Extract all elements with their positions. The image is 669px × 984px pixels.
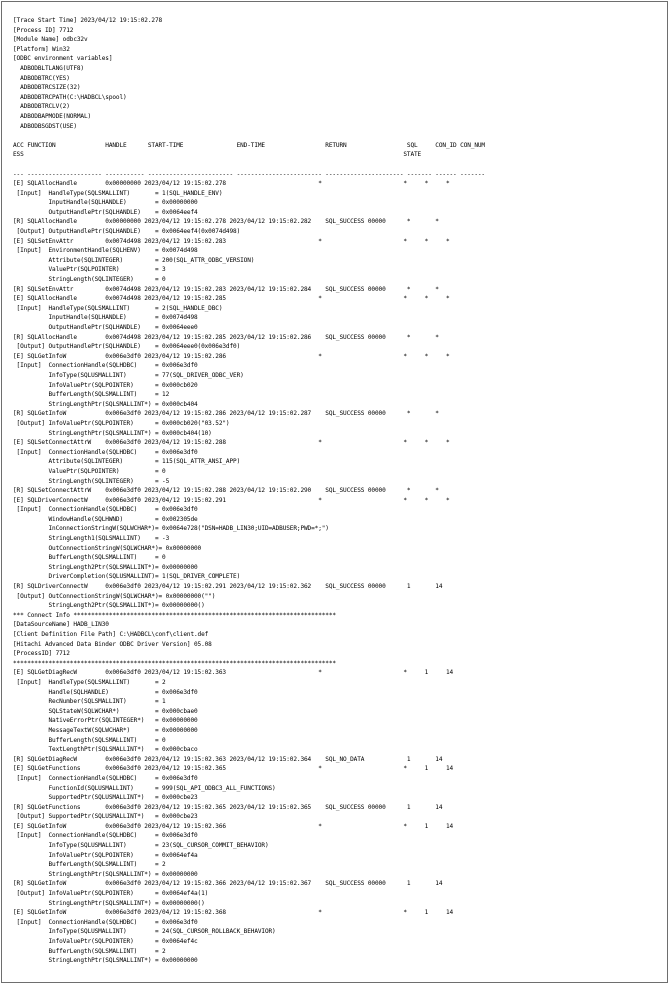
trace-line: [E] SQLSetConnectAttrW 0x006e3df0 2023/04/12 19:15:02.288 * * * * — [13, 439, 450, 447]
trace-line: [Process ID] 7712 — [13, 26, 74, 34]
trace-line: [ProcessID] 7712 — [13, 650, 70, 658]
trace-line: [Output] OutputHandlePtr(SQLHANDLE) = 0x0064eee0(0x006e3df0) — [13, 343, 241, 351]
trace-line: ESS STATE — [13, 151, 422, 159]
trace-line: [Input] ConnectionHandle(SQLHDBC) = 0x006e3df0 — [13, 448, 198, 456]
trace-line: [Input] HandleType(SQLSMALLINT) = 1(SQL_HANDLE_ENV) — [13, 189, 223, 197]
trace-line: [E] SQLGetFunctions 0x006e3df0 2023/04/12 19:15:02.365 * * 1 14 — [13, 765, 454, 773]
trace-line: BufferLength(SQLSMALLINT) = 2 — [13, 861, 166, 869]
trace-line: RecNumber(SQLSMALLINT) = 1 — [13, 698, 166, 706]
trace-line: [E] SQLAllocHandle 0x00000000 2023/04/12 19:15:02.278 * * * * — [13, 180, 450, 188]
trace-line: Attribute(SQLINTEGER) = 115(SQL_ATTR_ANSI_APP) — [13, 458, 241, 466]
trace-line: StringLengthPtr(SQLSMALLINT*) = 0x000cb404 — [13, 400, 198, 408]
trace-line: InputHandle(SQLHANDLE) = 0x0074d498 — [13, 314, 198, 322]
trace-line: InfoValuePtr(SQLPOINTER) = 0x0064ef4c — [13, 938, 198, 945]
trace-line: OutputHandlePtr(SQLHANDLE) = 0x0064eee0 — [13, 324, 198, 331]
trace-line: [Output] SupportedPtr(SQLUSMALLINT*) = 0x000cbe23 — [13, 813, 198, 821]
trace-line: [E] SQLSetEnvAttr 0x0074d498 2023/04/12 19:15:02.283 * * * * — [13, 237, 450, 245]
trace-document-frame — [1, 1, 668, 983]
trace-line: [Output] InfoValuePtr(SQLPOINTER) = 0x0064ef4a(1) — [13, 890, 209, 898]
trace-line: [Output] InfoValuePtr(SQLPOINTER) = 0x000cb020("03.52") — [13, 419, 230, 427]
trace-line: [Input] ConnectionHandle(SQLHDBC) = 0x006e3df0 — [13, 362, 198, 370]
trace-line: [ODBC environment variables] — [13, 55, 113, 63]
trace-line: [R] SQLSetConnectAttrW 0x006e3df0 2023/04/12 19:15:02.288 2023/04/12 19:15:02.290 SQL_SUCCESS 00000 * * — [13, 487, 439, 495]
trace-line: BufferLength(SQLSMALLINT) = 12 — [13, 391, 170, 399]
trace-line: InfoType(SQLUSMALLINT) = 23(SQL_CURSOR_COMMIT_BEHAVIOR) — [13, 842, 269, 850]
trace-line: BufferLength(SQLSMALLINT) = 0 — [13, 736, 166, 744]
trace-line: [Module Name] odbc32v — [13, 36, 88, 44]
trace-line: [R] SQLSetEnvAttr 0x0074d498 2023/04/12 19:15:02.283 2023/04/12 19:15:02.284 SQL_SUCCESS 00000 * * — [13, 285, 439, 293]
trace-line: [R] SQLAllocHandle 0x00000000 2023/04/12 19:15:02.278 2023/04/12 19:15:02.282 SQL_SUCCESS 00000 * * — [13, 218, 439, 226]
trace-line: [Input] EnvironmentHandle(SQLHENV) = 0x0074d498 — [13, 247, 198, 255]
trace-line: [Output] OutputHandlePtr(SQLHANDLE) = 0x0064eef4(0x0074d498) — [13, 228, 241, 236]
trace-line: [E] SQLGetInfoW 0x006e3df0 2023/04/12 19:15:02.286 * * * * — [13, 352, 450, 360]
trace-line: ******************************************************************************************* — [13, 659, 336, 667]
trace-line: [Input] HandleType(SQLSMALLINT) = 2 — [13, 678, 166, 686]
trace-line: StringLengthPtr(SQLSMALLINT*) = 0x00000000 — [13, 870, 198, 878]
trace-line: Handle(SQLHANDLE) = 0x006e3df0 — [13, 688, 198, 696]
trace-line: InputHandle(SQLHANDLE) = 0x00000000 — [13, 199, 198, 207]
trace-line: [R] SQLGetFunctions 0x006e3df0 2023/04/12 19:15:02.365 2023/04/12 19:15:02.365 SQL_SUCCESS 00000 1 14 — [13, 803, 443, 811]
trace-line: InfoValuePtr(SQLPOINTER) = 0x0064ef4a — [13, 851, 198, 859]
trace-line: ADBODBTRCLV(2) — [13, 103, 70, 111]
trace-line: [R] SQLGetInfoW 0x006e3df0 2023/04/12 19:15:02.366 2023/04/12 19:15:02.367 SQL_SUCCESS 00000 1 14 — [13, 880, 443, 888]
trace-line: [R] SQLAllocHandle 0x0074d498 2023/04/12 19:15:02.285 2023/04/12 19:15:02.286 SQL_SUCCESS 00000 * * — [13, 333, 439, 341]
trace-line: [R] SQLDriverConnectW 0x006e3df0 2023/04/12 19:15:02.291 2023/04/12 19:15:02.362 SQL_SUCCESS 00000 1 14 — [13, 583, 443, 591]
trace-line: StringLengthPtr(SQLSMALLINT*) = 0x00000000 — [13, 957, 198, 965]
trace-line: StringLength1(SQLSMALLINT) = -3 — [13, 535, 170, 543]
trace-line: [Hitachi Advanced Data Binder ODBC Driver Version] 05.08 — [13, 640, 212, 648]
trace-line: ADBODBTRC(YES) — [13, 74, 70, 82]
trace-line: InfoType(SQLUSMALLINT) = 24(SQL_CURSOR_ROLLBACK_BEHAVIOR) — [13, 928, 276, 936]
trace-line: [Trace Start Time] 2023/04/12 19:15:02.278 — [13, 17, 163, 24]
trace-line: ACC FUNCTION HANDLE START-TIME END-TIME RETURN SQL CON_ID CON_NUM — [13, 141, 485, 149]
trace-line: BufferLength(SQLSMALLINT) = 0 — [13, 554, 166, 562]
trace-line: FunctionId(SQLUSMALLINT) = 999(SQL_API_ODBC3_ALL_FUNCTIONS) — [13, 784, 276, 792]
trace-line: ValuePtr(SQLPOINTER) = 3 — [13, 266, 166, 274]
trace-line: ADBODBTRCPATH(C:\HADBCL\spool) — [13, 93, 127, 101]
trace-line: [E] SQLGetInfoW 0x006e3df0 2023/04/12 19:15:02.368 * * 1 14 — [13, 909, 454, 917]
trace-line: ADBODBTRCSIZE(32) — [13, 84, 81, 92]
trace-line: TextLengthPtr(SQLSMALLINT*) = 0x000cbaco — [13, 746, 198, 754]
trace-line: SupportedPtr(SQLUSMALLINT*) = 0x000cbe23 — [13, 794, 198, 802]
trace-line: InConnectionStringW(SQLWCHAR*)= 0x0064e728("DSN=HADB_LIN30;UID=ADBUSER;PWD=*;") — [13, 525, 329, 533]
trace-line: StringLength(SQLINTEGER) = 0 — [13, 276, 166, 284]
trace-line: ADBODBLTLANG(UTF8) — [13, 64, 84, 72]
trace-line: StringLengthPtr(SQLSMALLINT*) = 0x000cb404(10) — [13, 429, 212, 437]
trace-line: StringLength(SQLINTEGER) = -5 — [13, 477, 170, 485]
trace-line: [Input] ConnectionHandle(SQLHDBC) = 0x006e3df0 — [13, 918, 198, 926]
trace-line: [Output] OutConnectionStringW(SQLWCHAR*)= 0x00000000("") — [13, 592, 216, 600]
trace-line: [E] SQLDriverConnectW 0x006e3df0 2023/04/12 19:15:02.291 * * * * — [13, 496, 450, 504]
trace-line: [Client Definition File Path] C:\HADBCL\conf\client.def — [13, 631, 209, 638]
trace-line: [E] SQLGetDiagRecW 0x006e3df0 2023/04/12 19:15:02.363 * * 1 14 — [13, 669, 454, 677]
trace-line: WindowHandle(SQLHWND) = 0x002305de — [13, 515, 198, 523]
trace-line: BufferLength(SQLSMALLINT) = 2 — [13, 947, 166, 955]
trace-line: Attribute(SQLINTEGER) = 200(SQL_ATTR_ODBC_VERSION) — [13, 256, 255, 264]
trace-line: InfoValuePtr(SQLPOINTER) = 0x000cb020 — [13, 381, 198, 389]
trace-line: ADBODBAPMODE(NORMAL) — [13, 112, 92, 120]
trace-line: [Input] ConnectionHandle(SQLHDBC) = 0x006e3df0 — [13, 774, 198, 782]
trace-line: [R] SQLGetInfoW 0x006e3df0 2023/04/12 19:15:02.286 2023/04/12 19:15:02.287 SQL_SUCCESS 00000 * * — [13, 410, 439, 418]
trace-line: NativeErrorPtr(SQLINTEGER*) = 0x00000000 — [13, 717, 198, 725]
trace-line: --- --------------------- ----------- ------------------------ ------------------------ ---------------------- ------- ------ ------- — [13, 170, 485, 178]
trace-line: [Input] ConnectionHandle(SQLHDBC) = 0x006e3df0 — [13, 832, 198, 840]
trace-line: SQLStateW(SQLWCHAR*) = 0x000cbae0 — [13, 707, 198, 715]
trace-line: [E] SQLGetInfoW 0x006e3df0 2023/04/12 19:15:02.366 * * 1 14 — [13, 822, 454, 830]
trace-line: ValuePtr(SQLPOINTER) = 0 — [13, 467, 166, 475]
trace-line: OutputHandlePtr(SQLHANDLE) = 0x0064eef4 — [13, 208, 198, 216]
trace-line: [Input] HandleType(SQLSMALLINT) = 2(SQL_HANDLE_DBC) — [13, 304, 223, 312]
trace-line: [Input] ConnectionHandle(SQLHDBC) = 0x006e3df0 — [13, 506, 198, 514]
trace-line: InfoType(SQLUSMALLINT) = 77(SQL_DRIVER_ODBC_VER) — [13, 371, 244, 379]
trace-line: ADBODBSGDST(USE) — [13, 122, 77, 130]
trace-line: StringLengthPtr(SQLSMALLINT*) = 0x00000000() — [13, 899, 205, 907]
trace-line: [Platform] Win32 — [13, 45, 70, 53]
odbc-trace-log — [13, 16, 485, 966]
trace-line: [DataSourceName] HADB_LIN30 — [13, 621, 109, 629]
trace-line: OutConnectionStringW(SQLWCHAR*)= 0x00000000 — [13, 544, 202, 552]
trace-line: [R] SQLGetDiagRecW 0x006e3df0 2023/04/12 19:15:02.363 2023/04/12 19:15:02.364 SQL_NO_DATA 1 14 — [13, 755, 443, 763]
trace-line: MessageTextW(SQLWCHAR*) = 0x00000000 — [13, 726, 198, 734]
trace-line: StringLength2Ptr(SQLSMALLINT*)= 0x00000000 — [13, 563, 198, 571]
trace-line: *** Connect Info ************************************************************************** — [13, 611, 336, 619]
trace-line: StringLength2Ptr(SQLSMALLINT*)= 0x00000000() — [13, 602, 205, 610]
trace-line: DriverCompletion(SQLUSMALLINT)= 1(SQL_DRIVER_COMPLETE) — [13, 573, 241, 581]
trace-line: [E] SQLAllocHandle 0x0074d498 2023/04/12 19:15:02.285 * * * * — [13, 295, 450, 303]
